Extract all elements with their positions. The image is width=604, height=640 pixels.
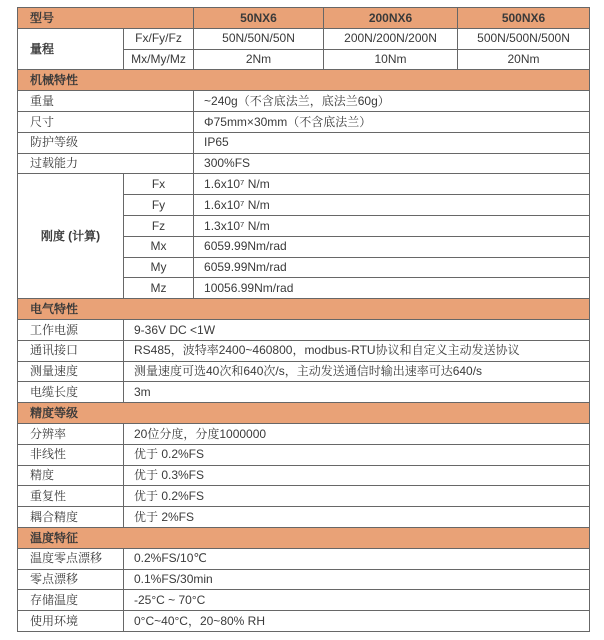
stiffness-row bbox=[18, 174, 590, 195]
spec-value-cell: 优于 2%FS bbox=[124, 507, 590, 528]
section-title: 电气特性 bbox=[18, 299, 590, 320]
spec-value-cell: 9-36V DC <1W bbox=[124, 319, 590, 340]
spec-label-cell: 精度 bbox=[18, 465, 124, 486]
spec-label-cell: 测量速度 bbox=[18, 361, 124, 382]
spec-row bbox=[18, 611, 590, 632]
section-title: 机械特性 bbox=[18, 70, 590, 91]
spec-row bbox=[18, 111, 590, 132]
spec-row bbox=[18, 319, 590, 340]
spec-value-cell: 3m bbox=[124, 382, 590, 403]
stiffness-sub-cell: Fy bbox=[124, 195, 194, 216]
spec-label-cell: 防护等级 bbox=[18, 132, 194, 153]
spec-value-cell: 0.2%FS/10℃ bbox=[124, 548, 590, 569]
spec-label-cell: 电缆长度 bbox=[18, 382, 124, 403]
spec-label-cell: 使用环境 bbox=[18, 611, 124, 632]
spec-label-cell: 通讯接口 bbox=[18, 340, 124, 361]
spec-label-cell: 温度零点漂移 bbox=[18, 548, 124, 569]
range-value-cell: 10Nm bbox=[324, 49, 458, 70]
spec-table bbox=[17, 7, 590, 632]
range-label-cell: 量程 bbox=[18, 28, 124, 70]
stiffness-sub-cell: Mx bbox=[124, 236, 194, 257]
stiffness-value-cell: 10056.99Nm/rad bbox=[194, 278, 590, 299]
range-row-forces bbox=[18, 28, 590, 49]
spec-row bbox=[18, 361, 590, 382]
spec-row bbox=[18, 382, 590, 403]
model-header-row bbox=[18, 8, 590, 29]
spec-row bbox=[18, 507, 590, 528]
stiffness-value-cell: 1.3x10⁷ N/m bbox=[194, 215, 590, 236]
spec-row bbox=[18, 590, 590, 611]
spec-value-cell: IP65 bbox=[194, 132, 590, 153]
section-title: 精度等级 bbox=[18, 403, 590, 424]
spec-row bbox=[18, 132, 590, 153]
spec-row bbox=[18, 486, 590, 507]
spec-value-cell: RS485，波特率2400~460800，modbus-RTU协议和自定义主动发送协议 bbox=[124, 340, 590, 361]
spec-value-cell: -25°C ~ 70°C bbox=[124, 590, 590, 611]
spec-value-cell: 优于 0.2%FS bbox=[124, 486, 590, 507]
spec-label-cell: 非线性 bbox=[18, 444, 124, 465]
spec-label-cell: 重复性 bbox=[18, 486, 124, 507]
model-header-label: 型号 bbox=[18, 8, 194, 29]
spec-label-cell: 过载能力 bbox=[18, 153, 194, 174]
range-value-cell: 2Nm bbox=[194, 49, 324, 70]
range-sub-cell: Mx/My/Mz bbox=[124, 49, 194, 70]
model-name-cell: 50NX6 bbox=[194, 8, 324, 29]
spec-value-cell: ~240g（不含底法兰，底法兰60g） bbox=[194, 91, 590, 112]
spec-value-cell: 优于 0.3%FS bbox=[124, 465, 590, 486]
spec-value-cell: 20位分度，分度1000000 bbox=[124, 423, 590, 444]
section-header-accuracy bbox=[18, 403, 590, 424]
range-value-cell: 50N/50N/50N bbox=[194, 28, 324, 49]
spec-row bbox=[18, 340, 590, 361]
spec-label-cell: 工作电源 bbox=[18, 319, 124, 340]
spec-row bbox=[18, 153, 590, 174]
stiffness-sub-cell: Mz bbox=[124, 278, 194, 299]
spec-label-cell: 分辨率 bbox=[18, 423, 124, 444]
spec-value-cell: 0°C~40°C，20~80% RH bbox=[124, 611, 590, 632]
range-value-cell: 200N/200N/200N bbox=[324, 28, 458, 49]
spec-value-cell: 300%FS bbox=[194, 153, 590, 174]
spec-value-cell: 优于 0.2%FS bbox=[124, 444, 590, 465]
spec-label-cell: 重量 bbox=[18, 91, 194, 112]
model-name-cell: 200NX6 bbox=[324, 8, 458, 29]
spec-row bbox=[18, 465, 590, 486]
spec-value-cell: Φ75mm×30mm（不含底法兰） bbox=[194, 111, 590, 132]
range-value-cell: 20Nm bbox=[458, 49, 590, 70]
spec-row bbox=[18, 91, 590, 112]
stiffness-value-cell: 1.6x10⁷ N/m bbox=[194, 195, 590, 216]
stiffness-value-cell: 6059.99Nm/rad bbox=[194, 236, 590, 257]
spec-row bbox=[18, 423, 590, 444]
stiffness-label-cell: 刚度 (计算) bbox=[18, 174, 124, 299]
stiffness-value-cell: 1.6x10⁷ N/m bbox=[194, 174, 590, 195]
spec-label-cell: 尺寸 bbox=[18, 111, 194, 132]
section-title: 温度特征 bbox=[18, 527, 590, 548]
stiffness-sub-cell: My bbox=[124, 257, 194, 278]
stiffness-sub-cell: Fx bbox=[124, 174, 194, 195]
stiffness-sub-cell: Fz bbox=[124, 215, 194, 236]
spec-row bbox=[18, 569, 590, 590]
spec-label-cell: 耦合精度 bbox=[18, 507, 124, 528]
range-sub-cell: Fx/Fy/Fz bbox=[124, 28, 194, 49]
section-header-temperature bbox=[18, 527, 590, 548]
spec-value-cell: 测量速度可选40次和640次/s，主动发送通信时输出速率可达640/s bbox=[124, 361, 590, 382]
section-header-mechanical bbox=[18, 70, 590, 91]
spec-row bbox=[18, 444, 590, 465]
section-header-electrical bbox=[18, 299, 590, 320]
model-name-cell: 500NX6 bbox=[458, 8, 590, 29]
spec-label-cell: 零点漂移 bbox=[18, 569, 124, 590]
spec-row bbox=[18, 548, 590, 569]
range-value-cell: 500N/500N/500N bbox=[458, 28, 590, 49]
spec-value-cell: 0.1%FS/30min bbox=[124, 569, 590, 590]
spec-label-cell: 存储温度 bbox=[18, 590, 124, 611]
stiffness-value-cell: 6059.99Nm/rad bbox=[194, 257, 590, 278]
